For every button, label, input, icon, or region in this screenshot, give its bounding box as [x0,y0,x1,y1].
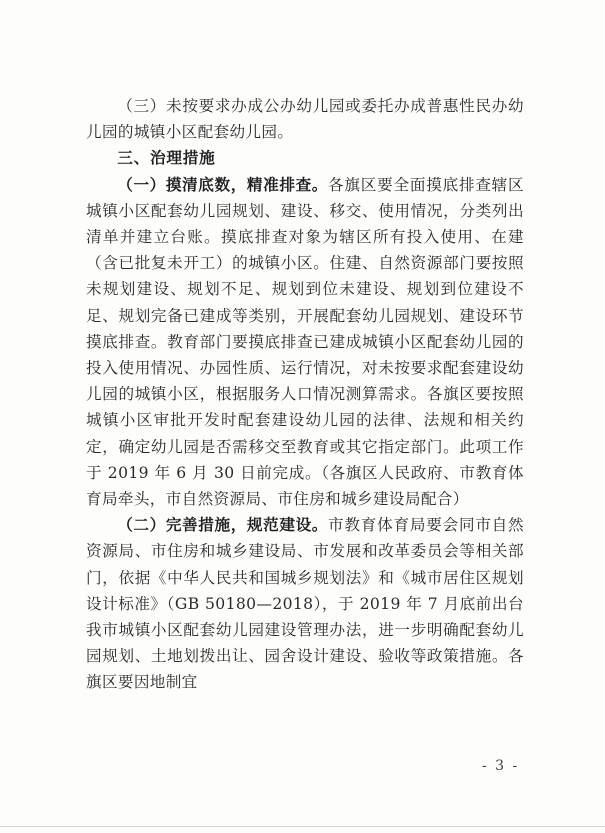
page-number: - 3 - [482,758,520,774]
measure-2-text: 市教育体育局要会同市自然资源局、市住房和城乡建设局、市发展和改革委员会等相关部门，依据《中华人民共和国城乡规划法》和《城市居住区规划设计标准》（GB 50180—2018），于 2019 年 7 月底前出台我市城镇小区配套幼儿园建设管理办法，进一步明确配套幼儿园规划、土地划拨出让、园舍设计建设、验收等政策措施。各旗区要因地制宜 [86,516,524,692]
measure-1-heading: （一）摸清底数，精准排查。 [117,175,329,194]
document-body [86,93,524,696]
paragraph-item-3 [86,93,524,145]
section-title: 三、治理措施 [117,149,216,168]
measure-2-heading: （二）完善措施，规范建设。 [117,516,329,535]
paragraph-measure-1 [86,172,524,513]
paragraph-measure-2 [86,512,524,695]
paragraph-item-3-text: （三）未按要求办成公办幼儿园或委托办成普惠性民办幼儿园的城镇小区配套幼儿园。 [86,97,524,142]
bottom-edge-rule [0,826,605,827]
measure-1-text: 各旗区要全面摸底排查辖区城镇小区配套幼儿园规划、建设、移交、使用情况，分类列出清单并建立台账。摸底排查对象为辖区所有投入使用、在建（含已批复未开工）的城镇小区。住建、自然资源部门要按照未规划建设、规划不足、规划到位未建设、规划到位建设不足、规划完备已建成等类别，开展配套幼儿园规划、建设环节摸底排查。教育部门要摸底排查已建成城镇小区配套幼儿园的投入使用情况、办园性质、运行情况，对未按要求配套建设幼儿园的城镇小区，根据服务人口情况测算需求。各旗区要按照城镇小区审批开发时配套建设幼儿园的法律、法规和相关约定，确定幼儿园是否需移交至教育或其它指定部门。此项工作于 2019 年 6 月 30 日前完成。（各旗区人民政府、市教育体育局牵头，市自然资源局、市住房和城乡建设局配合） [86,175,524,509]
